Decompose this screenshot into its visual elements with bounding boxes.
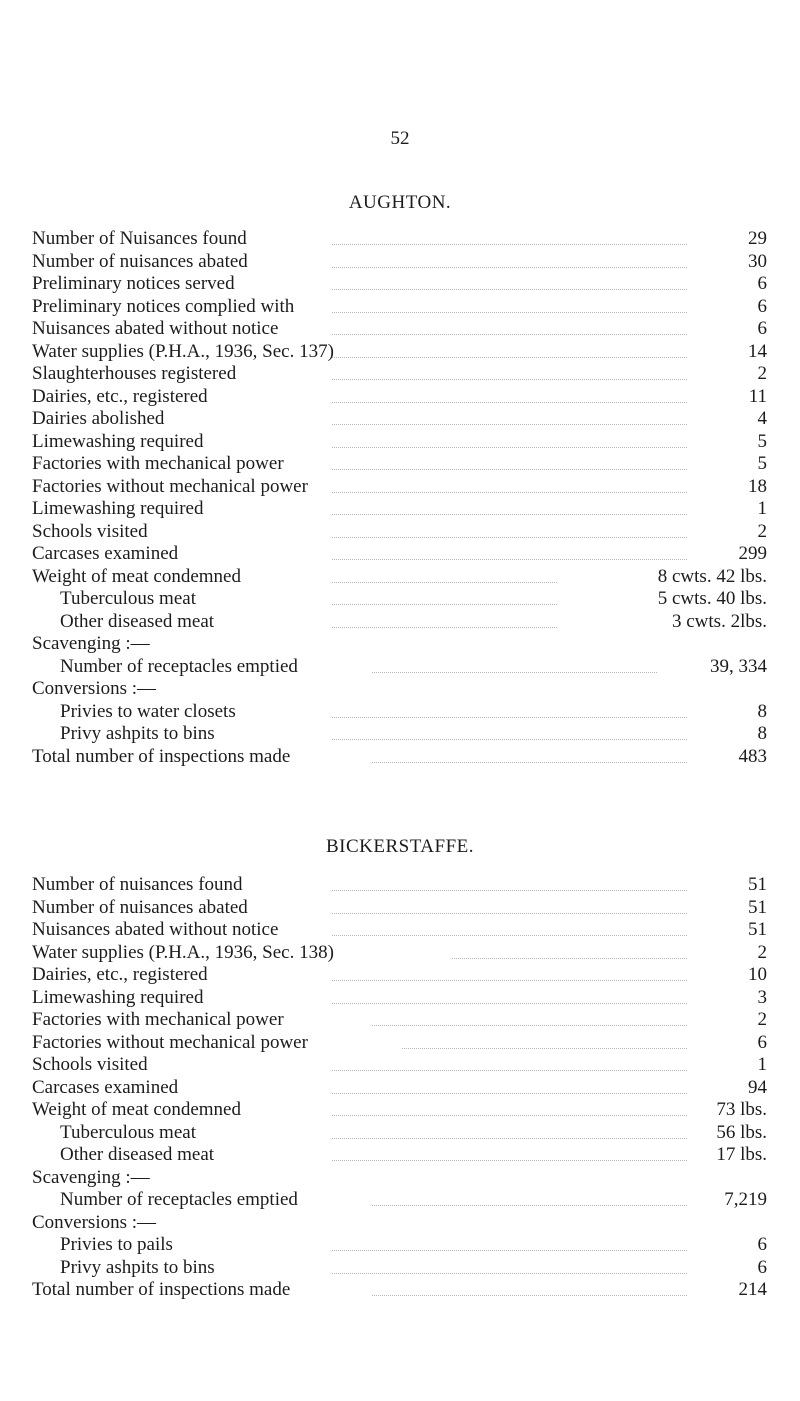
row-label: Number of Nuisances found	[32, 228, 247, 249]
list-item	[32, 1009, 767, 1032]
leader-dots	[332, 402, 687, 403]
row-label: Factories without mechanical power	[32, 1031, 308, 1053]
row-label: Scavenging :—	[32, 633, 150, 654]
leader-dots	[332, 559, 687, 560]
row-value: 51	[748, 919, 767, 940]
list-item	[32, 1099, 767, 1122]
bickerstaffe-statistics-list	[32, 874, 767, 1302]
row-label: Number of nuisances abated	[32, 250, 248, 272]
row-value: 3 cwts. 2lbs.	[672, 610, 767, 632]
row-value: 1	[757, 498, 767, 519]
list-item	[32, 1212, 767, 1235]
row-label: Total number of inspections made	[32, 1279, 291, 1300]
row-value: 6	[757, 1256, 767, 1278]
row-label: Slaughterhouses registered	[32, 363, 237, 384]
row-value: 4	[757, 408, 767, 429]
row-label: Number of nuisances abated	[32, 896, 248, 918]
list-item	[32, 874, 767, 897]
list-item	[32, 1032, 767, 1055]
row-label: Conversions :—	[32, 678, 157, 699]
row-label: Limewashing required	[32, 430, 204, 452]
row-label: Factories with mechanical power	[32, 453, 284, 474]
row-value: 73 lbs.	[716, 1099, 767, 1120]
leader-dots	[332, 890, 687, 891]
leader-dots	[332, 1093, 687, 1094]
row-value: 2	[757, 1009, 767, 1030]
list-item	[32, 251, 767, 274]
row-label: Dairies, etc., registered	[32, 385, 208, 407]
row-value: 14	[748, 340, 767, 362]
leader-dots	[332, 424, 687, 425]
row-value: 8	[757, 723, 767, 744]
leader-dots	[332, 289, 687, 290]
list-item	[32, 521, 767, 544]
list-item	[32, 228, 767, 251]
list-item	[32, 1077, 767, 1100]
leader-dots	[332, 492, 687, 493]
leader-dots	[372, 672, 657, 673]
leader-dots	[332, 980, 687, 981]
list-item	[32, 363, 767, 386]
row-value: 3	[757, 986, 767, 1008]
row-label: Nuisances abated without notice	[32, 318, 279, 339]
list-item	[32, 723, 767, 746]
leader-dots	[372, 1025, 687, 1026]
row-value: 7,219	[724, 1189, 767, 1210]
row-label: Number of receptacles emptied	[60, 655, 298, 677]
list-item	[32, 588, 767, 611]
row-value: 299	[738, 543, 767, 564]
row-value: 29	[748, 228, 767, 249]
row-label: Dairies, etc., registered	[32, 964, 208, 985]
row-value: 6	[757, 318, 767, 339]
leader-dots	[332, 379, 687, 380]
leader-dots	[332, 357, 687, 358]
leader-dots	[332, 1003, 687, 1004]
row-label: Schools visited	[32, 520, 148, 542]
row-value: 10	[748, 964, 767, 985]
list-item	[32, 611, 767, 634]
list-item	[32, 942, 767, 965]
row-label: Schools visited	[32, 1054, 148, 1075]
leader-dots	[332, 1115, 687, 1116]
row-label: Weight of meat condemned	[32, 1099, 241, 1120]
row-value: 5 cwts. 40 lbs.	[657, 588, 767, 609]
row-label: Tuberculous meat	[60, 588, 196, 609]
row-label: Scavenging :—	[32, 1166, 150, 1188]
row-label: Total number of inspections made	[32, 745, 291, 767]
row-label: Preliminary notices served	[32, 273, 235, 294]
list-item	[32, 987, 767, 1010]
list-item	[32, 273, 767, 296]
row-value: 8 cwts. 42 lbs.	[657, 565, 767, 587]
list-item	[32, 633, 767, 656]
list-item	[32, 964, 767, 987]
row-label: Privies to pails	[60, 1234, 173, 1255]
list-item	[32, 296, 767, 319]
leader-dots	[332, 739, 687, 740]
list-item	[32, 543, 767, 566]
list-item	[32, 341, 767, 364]
row-value: 6	[757, 1031, 767, 1053]
list-item	[32, 498, 767, 521]
leader-dots	[332, 913, 687, 914]
row-label: Other diseased meat	[60, 1144, 215, 1165]
row-label: Privy ashpits to bins	[60, 723, 215, 744]
list-item	[32, 1257, 767, 1280]
list-item	[32, 678, 767, 701]
row-label: Carcases examined	[32, 543, 179, 564]
row-value: 39, 334	[710, 655, 767, 677]
row-value: 214	[738, 1279, 767, 1300]
row-label: Conversions :—	[32, 1211, 157, 1233]
leader-dots	[332, 1138, 687, 1139]
list-item	[32, 566, 767, 589]
row-label: Factories without mechanical power	[32, 475, 308, 497]
leader-dots	[332, 267, 687, 268]
row-label: Nuisances abated without notice	[32, 919, 279, 940]
row-value: 11	[748, 385, 767, 407]
row-label: Factories with mechanical power	[32, 1009, 284, 1030]
list-item	[32, 386, 767, 409]
section-title-aughton: AUGHTON.	[348, 192, 452, 213]
row-value: 8	[757, 700, 767, 722]
leader-dots	[332, 627, 557, 628]
row-label: Other diseased meat	[60, 610, 215, 632]
row-value: 17 lbs.	[716, 1144, 767, 1165]
row-value: 56 lbs.	[716, 1121, 767, 1143]
list-item	[32, 1122, 767, 1145]
row-value: 6	[757, 1234, 767, 1255]
leader-dots	[332, 1250, 687, 1251]
row-label: Preliminary notices complied with	[32, 295, 295, 317]
row-label: Privies to water closets	[60, 700, 236, 722]
aughton-statistics-list	[32, 228, 767, 768]
row-value: 94	[748, 1076, 767, 1098]
leader-dots	[332, 469, 687, 470]
list-item	[32, 897, 767, 920]
list-item	[32, 1144, 767, 1167]
leader-dots	[402, 1048, 687, 1049]
list-item	[32, 919, 767, 942]
list-item	[32, 656, 767, 679]
row-value: 6	[757, 295, 767, 317]
row-label: Privy ashpits to bins	[60, 1256, 215, 1278]
leader-dots	[452, 958, 687, 959]
row-label: Water supplies (P.H.A., 1936, Sec. 137)	[32, 340, 334, 362]
row-value: 51	[748, 874, 767, 895]
row-value: 1	[757, 1054, 767, 1075]
list-item	[32, 453, 767, 476]
page-number: 52	[390, 128, 410, 149]
row-value: 2	[757, 941, 767, 963]
leader-dots	[332, 1070, 687, 1071]
row-value: 5	[757, 453, 767, 474]
leader-dots	[332, 312, 687, 313]
leader-dots	[372, 1205, 687, 1206]
leader-dots	[332, 717, 687, 718]
list-item	[32, 1054, 767, 1077]
list-item	[32, 1279, 767, 1302]
row-value: 18	[748, 475, 767, 497]
row-label: Weight of meat condemned	[32, 565, 241, 587]
list-item	[32, 318, 767, 341]
row-label: Limewashing required	[32, 498, 204, 519]
row-value: 483	[738, 745, 767, 767]
row-value: 2	[757, 520, 767, 542]
row-label: Water supplies (P.H.A., 1936, Sec. 138)	[32, 941, 334, 963]
row-label: Carcases examined	[32, 1076, 179, 1098]
leader-dots	[332, 537, 687, 538]
list-item	[32, 431, 767, 454]
list-item	[32, 476, 767, 499]
row-label: Dairies abolished	[32, 408, 165, 429]
list-item	[32, 1234, 767, 1257]
list-item	[32, 1189, 767, 1212]
row-label: Number of receptacles emptied	[60, 1189, 298, 1210]
list-item	[32, 746, 767, 769]
leader-dots	[332, 1160, 687, 1161]
leader-dots	[372, 762, 687, 763]
list-item	[32, 408, 767, 431]
leader-dots	[332, 935, 687, 936]
row-value: 5	[757, 430, 767, 452]
leader-dots	[332, 447, 687, 448]
row-value: 2	[757, 363, 767, 384]
leader-dots	[332, 244, 687, 245]
leader-dots	[332, 604, 557, 605]
row-value: 6	[757, 273, 767, 294]
leader-dots	[332, 582, 557, 583]
row-label: Tuberculous meat	[60, 1121, 196, 1143]
leader-dots	[372, 1295, 687, 1296]
row-label: Number of nuisances found	[32, 874, 243, 895]
list-item	[32, 1167, 767, 1190]
row-value: 30	[748, 250, 767, 272]
leader-dots	[332, 514, 687, 515]
list-item	[32, 701, 767, 724]
row-value: 51	[748, 896, 767, 918]
leader-dots	[332, 334, 687, 335]
row-label: Limewashing required	[32, 986, 204, 1008]
leader-dots	[332, 1273, 687, 1274]
section-title-bickerstaffe: BICKERSTAFFE.	[325, 836, 475, 857]
